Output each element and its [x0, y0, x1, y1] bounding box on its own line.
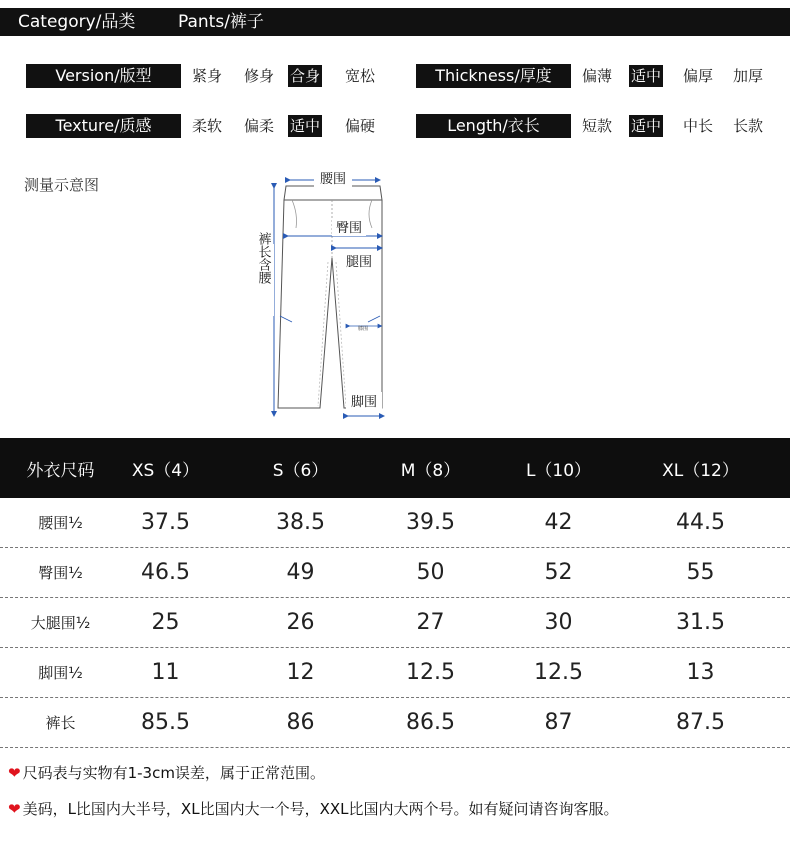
option-texture-selected: 适中: [290, 117, 321, 135]
waist-label: 腰围: [319, 172, 347, 187]
cell-value: 42: [544, 510, 573, 535]
cell-value: 11: [151, 660, 180, 685]
knee-label: 膝围: [358, 326, 369, 332]
row-label: 臀围½: [38, 564, 83, 582]
cell-value: 38.5: [276, 510, 325, 535]
hip-label: 臀围: [335, 221, 363, 236]
row-label: 腰围½: [38, 514, 83, 532]
cell-value: 26: [286, 610, 315, 635]
attribute-label-thickness: Thickness/厚度: [416, 64, 571, 88]
row-label: 大腿围½: [30, 614, 91, 632]
option-length-1: 短款: [582, 117, 613, 135]
thigh-label: 腿围: [345, 255, 373, 270]
note-size-conversion: [8, 798, 618, 819]
attribute-label-version: Version/版型: [26, 64, 181, 88]
table-row: [0, 598, 790, 648]
header-l: L（10）: [525, 460, 592, 481]
knee-mark-left: [280, 316, 292, 322]
option-texture-4: 偏硬: [345, 117, 376, 135]
cell-value: 27: [416, 610, 445, 635]
option-version-2: 修身: [244, 67, 275, 85]
cell-value: 50: [416, 560, 445, 585]
table-row: [0, 648, 790, 698]
cell-value: 46.5: [141, 560, 190, 585]
cell-value: 44.5: [676, 510, 725, 535]
option-version-1: 紧身: [192, 67, 223, 85]
waistband-outline: [284, 186, 382, 200]
cell-value: 30: [544, 610, 573, 635]
note-text: 尺码表与实物有1-3cm误差，属于正常范围。: [22, 764, 325, 782]
attribute-label-texture: Texture/质感: [26, 114, 181, 138]
header-m: M（8）: [400, 460, 461, 481]
header-xs: XS（4）: [131, 460, 200, 481]
pocket-left: [292, 200, 297, 228]
cell-value: 85.5: [141, 710, 190, 735]
size-table: [0, 438, 790, 748]
header-xl: XL（12）: [662, 460, 739, 481]
hem-label: 脚围: [350, 395, 378, 410]
cell-value: 31.5: [676, 610, 725, 635]
option-length-selected: 适中: [631, 117, 662, 135]
cell-value: 39.5: [406, 510, 455, 535]
pants-measurement-diagram: [248, 166, 398, 428]
note-text: 美码，L比国内大半号，XL比国内大一个号，XXL比国内大两个号。如有疑问请咨询客服。: [22, 800, 619, 818]
attribute-label-length: Length/衣长: [416, 114, 571, 138]
row-label: 裤长: [45, 714, 76, 732]
pocket-right: [369, 200, 372, 228]
heart-icon: ❤: [8, 799, 21, 818]
option-thickness-1: 偏薄: [582, 67, 613, 85]
cell-value: 55: [686, 560, 715, 585]
category-value: Pants/裤子: [178, 12, 264, 32]
row-label: 脚围½: [38, 664, 83, 682]
cell-value: 49: [286, 560, 315, 585]
measurement-diagram-title: 测量示意图: [24, 176, 100, 194]
option-length-3: 中长: [683, 117, 714, 135]
pants-outline: [278, 200, 382, 408]
option-length-4: 长款: [733, 117, 764, 135]
header-size-label: 外衣尺码: [26, 460, 95, 481]
option-version-4: 宽松: [345, 67, 376, 85]
cell-value: 86: [286, 710, 315, 735]
option-thickness-selected: 适中: [631, 67, 662, 85]
cell-value: 13: [686, 660, 715, 685]
header-s: S（6）: [272, 460, 329, 481]
length-label: 裤长含腰: [255, 232, 271, 284]
cell-value: 86.5: [406, 710, 455, 735]
option-texture-2: 偏柔: [244, 117, 275, 135]
option-thickness-4: 加厚: [733, 67, 764, 85]
size-table-header: [0, 438, 790, 498]
option-texture-1: 柔软: [192, 117, 223, 135]
cell-value: 87.5: [676, 710, 725, 735]
cell-value: 25: [151, 610, 180, 635]
cell-value: 87: [544, 710, 573, 735]
cell-value: 12: [286, 660, 315, 685]
option-version-selected: 合身: [290, 67, 321, 85]
table-row: [0, 698, 790, 748]
option-thickness-3: 偏厚: [683, 67, 714, 85]
cell-value: 52: [544, 560, 573, 585]
cell-value: 37.5: [141, 510, 190, 535]
heart-icon: ❤: [8, 763, 21, 782]
category-bar: [0, 8, 790, 36]
table-row: [0, 548, 790, 598]
cell-value: 12.5: [534, 660, 583, 685]
table-row: [0, 498, 790, 548]
knee-mark-right: [368, 316, 380, 322]
note-error-tolerance: [8, 762, 325, 783]
category-label: Category/品类: [18, 12, 136, 32]
cell-value: 12.5: [406, 660, 455, 685]
